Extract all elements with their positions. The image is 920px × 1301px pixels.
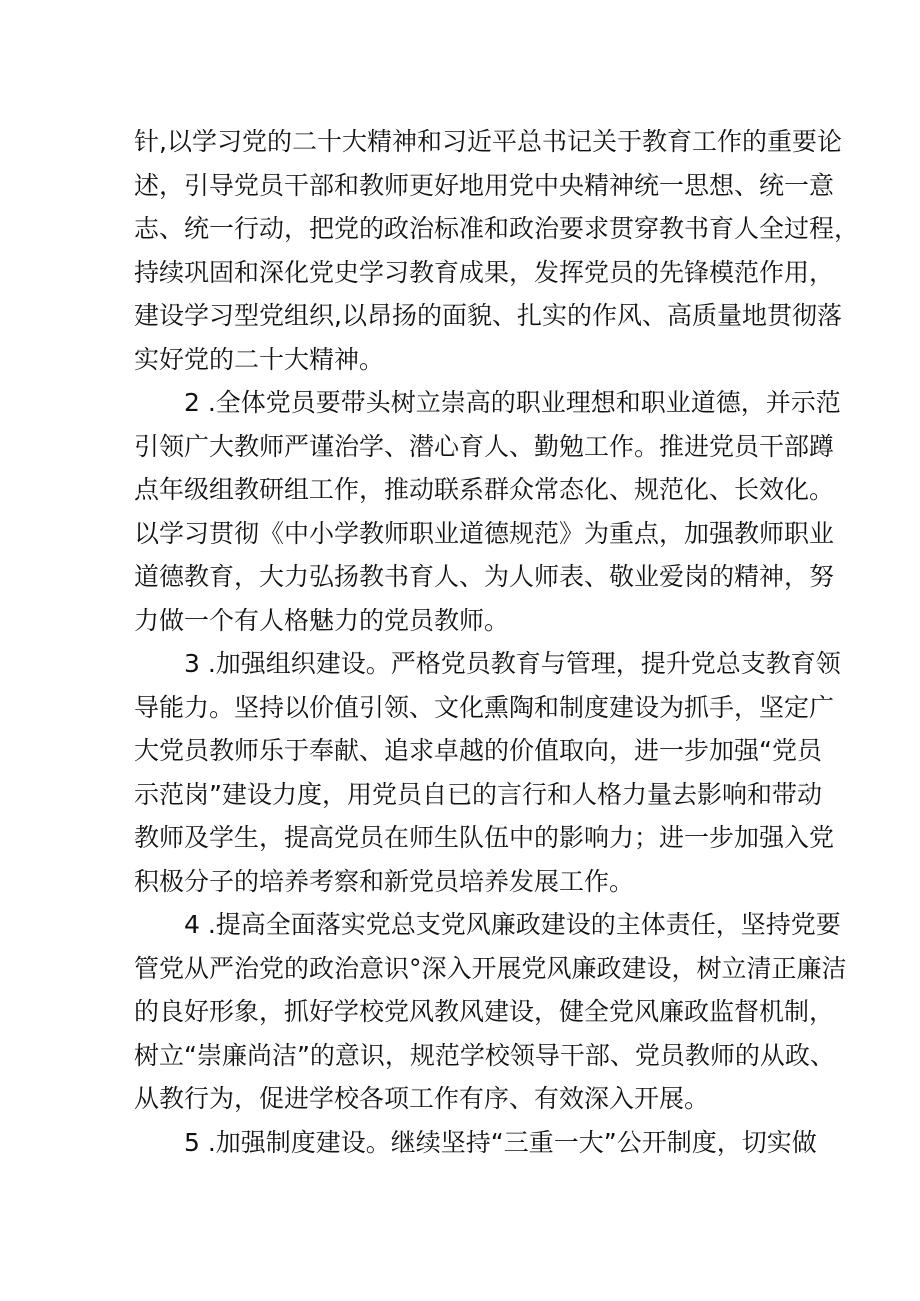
text-line: 持续巩固和深化党史学习教育成果，发挥党员的先锋模范作用， xyxy=(134,257,835,287)
paragraph xyxy=(134,381,841,642)
text-line: 针,以学习党的二十大精神和习近平总书记关于教育工作的重要论 xyxy=(134,127,842,156)
text-line: 建设学习型党组织,以昂扬的面貌、扎实的作风、高质量地贯彻落 xyxy=(134,301,842,330)
text-line: 实好党的二十大精神。 xyxy=(134,344,385,374)
text-line: 积极分子的培养考察和新党员培养发展工作。 xyxy=(134,866,635,896)
paragraph xyxy=(134,903,847,1121)
text-line: 导能力。坚持以价值引领、文化熏陶和制度建设为抓手，坚定广 xyxy=(134,692,835,722)
text-line: 5 .加强制度建设。继续坚持“三重一大”公开制度，切实做 xyxy=(184,1127,817,1157)
paragraph xyxy=(134,1121,817,1165)
text-line: 以学习贯彻《中小学教师职业道德规范》为重点，加强教师职业 xyxy=(134,518,835,548)
text-line: 3 .加强组织建设。严格党员教育与管理，提升党总支教育领 xyxy=(184,649,841,678)
text-line: 树立“崇廉尚洁”的意识，规范学校领导干部、党员教师的从政、 xyxy=(134,1040,835,1070)
text-line: 教师及学生，提高党员在师生队伍中的影响力；进一步加强入党 xyxy=(134,823,835,852)
text-line: 大党员教师乐于奉献、追求卓越的价值取向，进一步加强“党员 xyxy=(134,736,822,765)
text-line: 述，引导党员干部和教师更好地用党中央精神统一思想、统一意 xyxy=(134,170,835,200)
text-line: 的良好形象，抓好学校党风教风建设，健全党风廉政监督机制， xyxy=(134,997,835,1026)
document-body xyxy=(134,120,860,1164)
paragraph xyxy=(134,642,841,903)
text-line: 道德教育，大力弘扬教书育人、为人师表、敬业爱岗的精神，努 xyxy=(134,562,835,591)
text-line: 点年级组教研组工作，推动联系群众常态化、规范化、长效化。 xyxy=(134,475,835,504)
text-line: 示范岗”建设力度，用党员自已的言行和人格力量去影响和带动 xyxy=(134,779,822,809)
paragraph xyxy=(134,120,860,381)
text-line: 2 .全体党员要带头树立崇高的职业理想和职业道德，并示范 xyxy=(184,388,841,417)
text-line: 志、统一行动，把党的政治标准和政治要求贯穿教书育人全过程， xyxy=(134,214,860,243)
text-line: 引领广大教师严谨治学、潜心育人、勤勉工作。推进党员干部蹲 xyxy=(134,431,835,461)
text-line: 4 .提高全面落实党总支党风廉政建设的主体责任，坚持党要 xyxy=(184,910,841,939)
text-line: 管党从严治党的政治意识°深入开展党风廉政建设，树立清正廉洁 xyxy=(134,953,847,983)
text-line: 力做一个有人格魅力的党员教师。 xyxy=(134,605,510,635)
text-line: 从教行为，促进学校各项工作有序、有效深入开展。 xyxy=(134,1084,710,1113)
